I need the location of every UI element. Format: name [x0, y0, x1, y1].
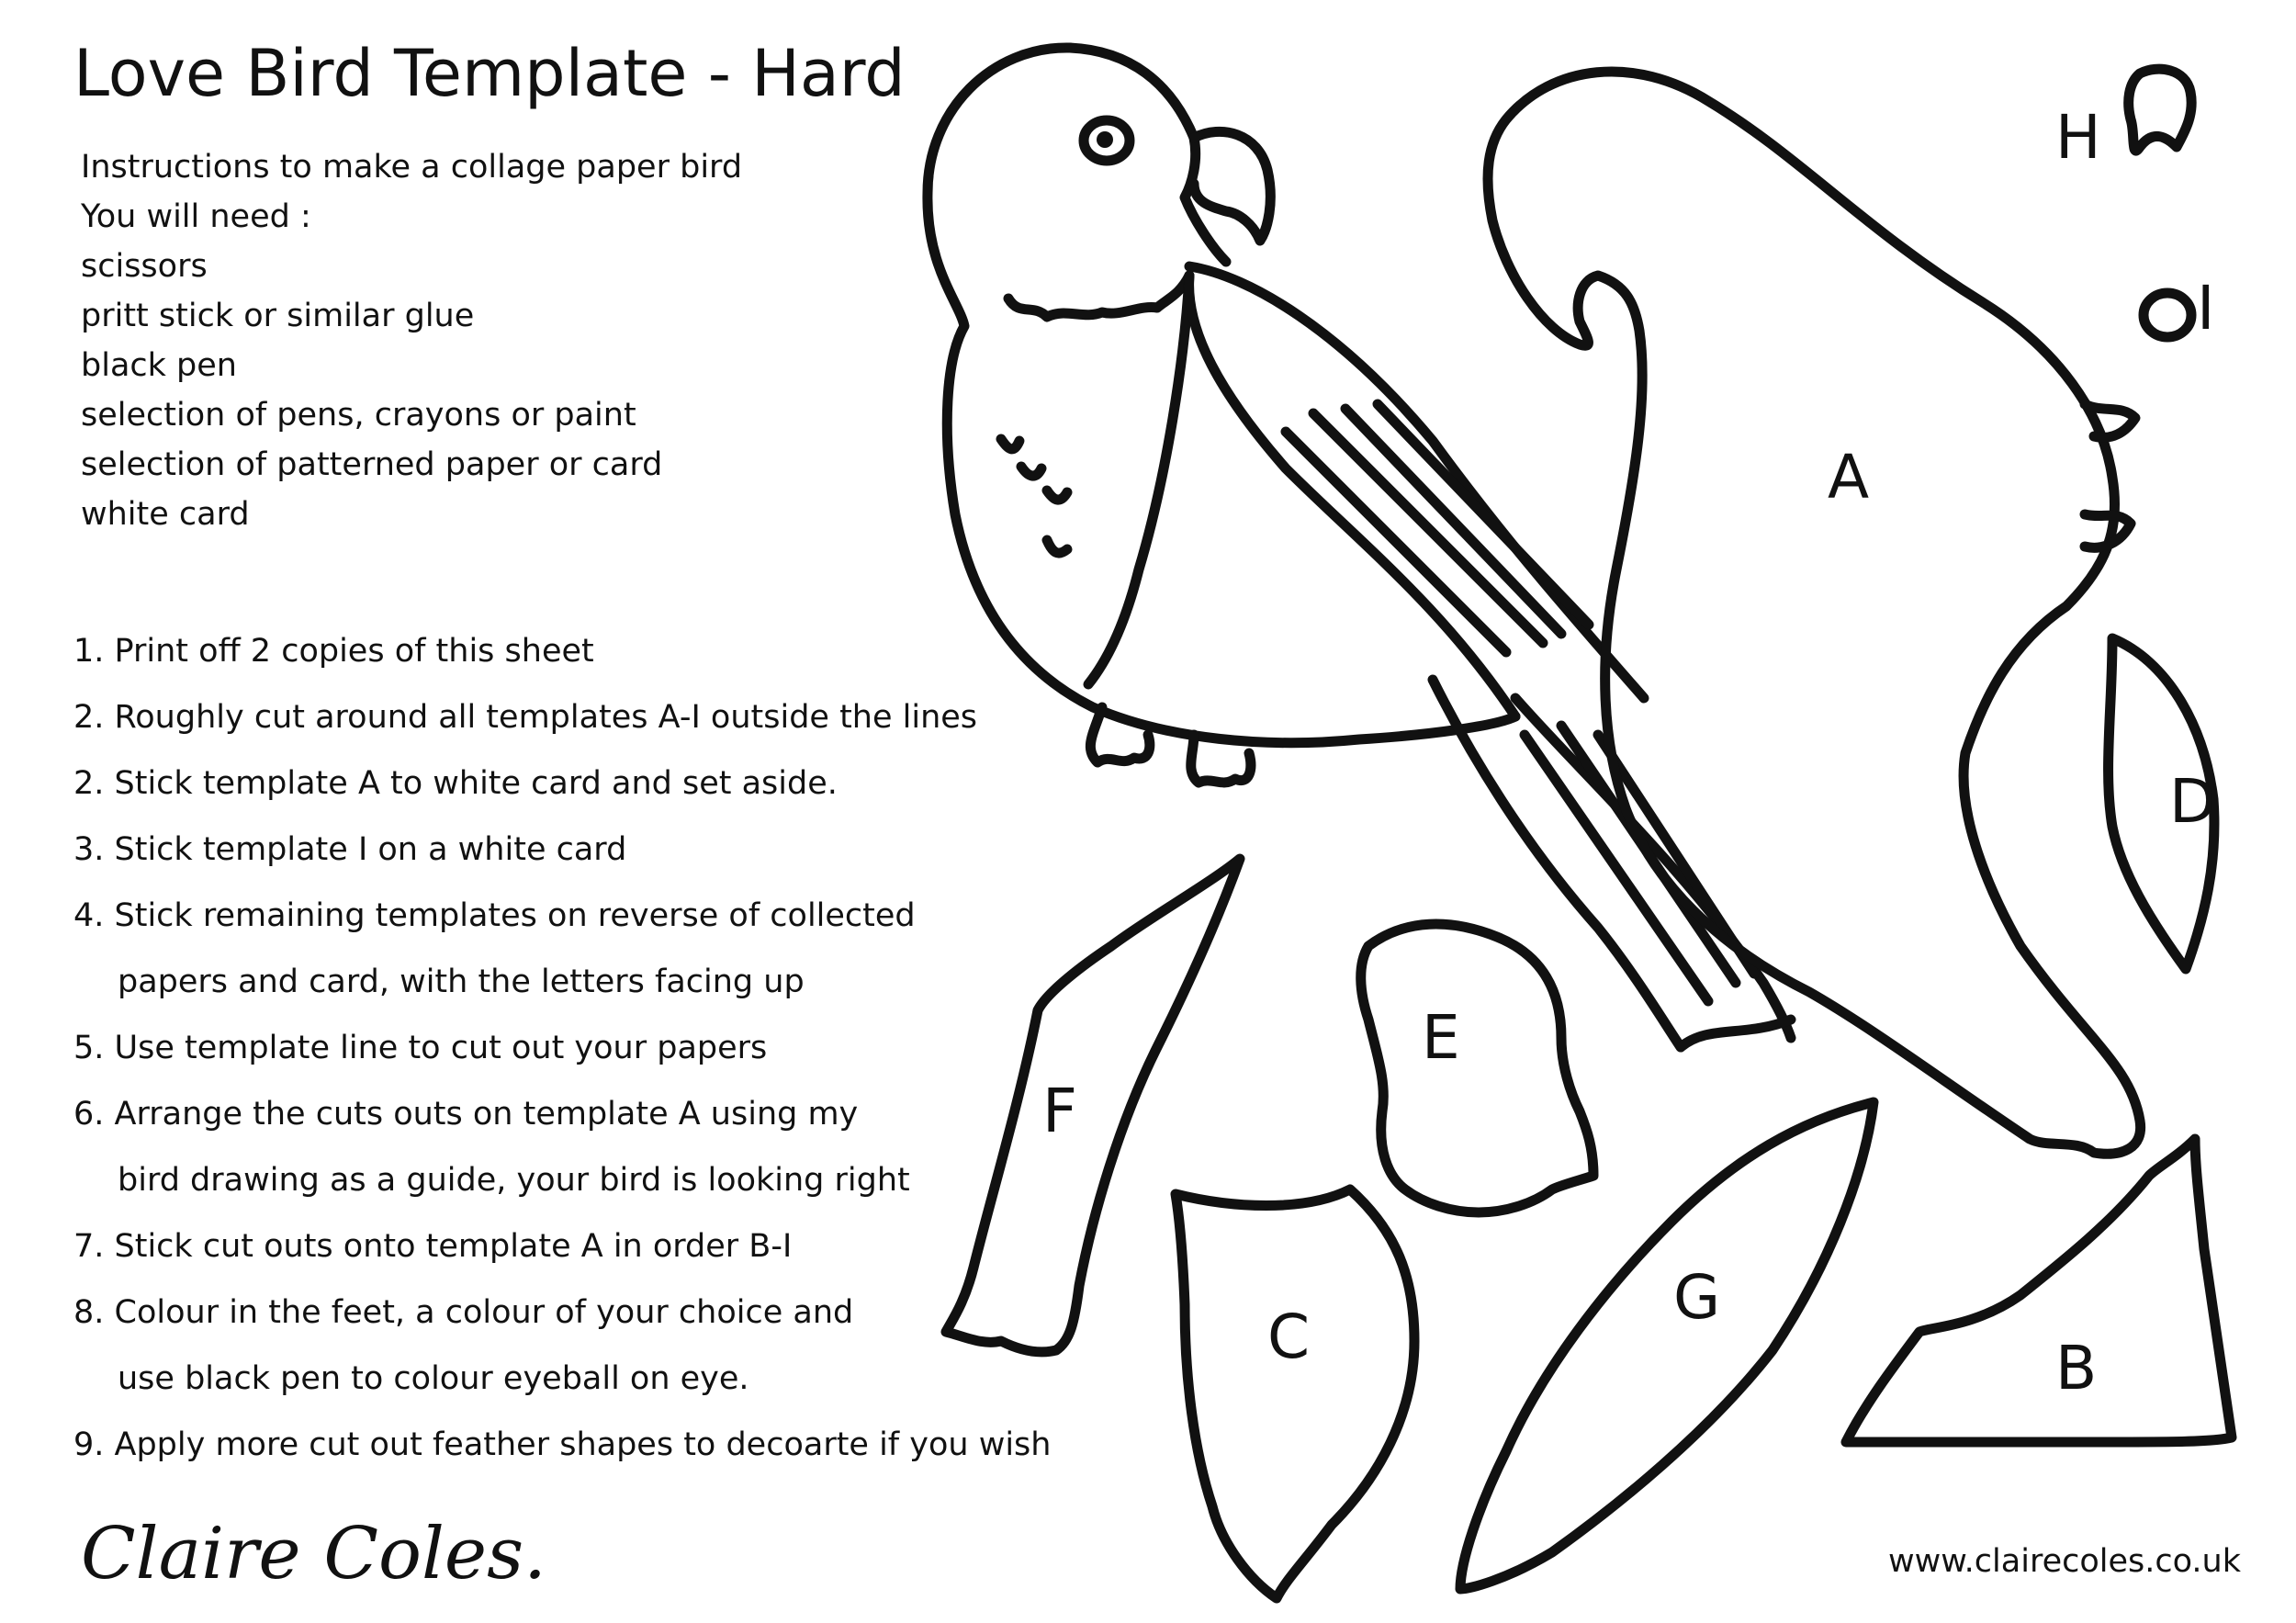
step-item: 4. Stick remaining templates on reverse of collected [73, 897, 916, 934]
supply-item: scissors [81, 248, 208, 285]
bird-tail-tip [1681, 1020, 1791, 1047]
breast-mark [1001, 439, 1019, 449]
template-i [2144, 273, 2214, 344]
breast-mark [1047, 540, 1067, 553]
step-item-continued: bird drawing as a guide, your bird is looking right [118, 1162, 910, 1199]
bird-eyeball [1097, 131, 1113, 148]
template-g-outline [1460, 1102, 1874, 1589]
template-b-outline [1846, 1139, 2232, 1442]
template-c [1176, 1189, 1414, 1598]
signature [77, 1506, 546, 1611]
step-item: 2. Roughly cut around all templates A-I outside the lines [73, 699, 978, 736]
template-h-label: H [2055, 102, 2101, 173]
template-d-label: D [2169, 766, 2216, 837]
breast-mark [1047, 490, 1067, 500]
supply-item: selection of pens, crayons or paint [81, 397, 636, 434]
breast-mark [1021, 467, 1041, 476]
supply-item: black pen [81, 347, 237, 384]
bird-body-outline [928, 48, 1515, 743]
step-item: 1. Print off 2 copies of this sheet [73, 633, 594, 670]
template-a-label: A [1828, 442, 1870, 513]
template-g [1460, 1102, 1874, 1589]
supply-item: selection of patterned paper or card [81, 446, 663, 483]
template-e-label: E [1422, 1002, 1460, 1073]
step-item: 7. Stick cut outs onto template A in order B-I [73, 1228, 793, 1265]
template-h [2055, 69, 2191, 173]
step-item: 5. Use template line to cut out your papers [73, 1030, 768, 1066]
signature-drawing [77, 1506, 546, 1607]
template-b [1846, 1139, 2232, 1442]
template-c-outline [1176, 1189, 1414, 1598]
supplies-heading: You will need : [81, 198, 311, 235]
template-b-label: B [2055, 1333, 2098, 1403]
website-url: www.clairecoles.co.uk [1888, 1543, 2241, 1580]
template-f-label: F [1042, 1076, 1077, 1146]
template-a [1488, 72, 2141, 1154]
template-e-outline [1361, 924, 1593, 1212]
template-f [946, 859, 1240, 1352]
supply-item: white card [81, 496, 250, 533]
bird-breast-line [1088, 276, 1189, 684]
step-item: 3. Stick template I on a white card [73, 831, 627, 868]
step-item: 9. Apply more cut out feather shapes to decoarte if you wish [73, 1426, 1052, 1463]
step-item: 8. Colour in the feet, a colour of your choice and [73, 1294, 854, 1331]
template-d [2109, 638, 2216, 969]
template-a-outline [1488, 72, 2141, 1154]
template-g-label: G [1673, 1262, 1721, 1333]
signature-text: Claire Coles. [81, 1513, 546, 1595]
step-item: 2. Stick template A to white card and set aside. [73, 765, 838, 802]
bird-beak-outline [1194, 131, 1270, 241]
template-e [1361, 924, 1593, 1212]
bird-neck-line [1008, 276, 1189, 317]
template-i-label: I [2197, 273, 2215, 344]
instructions-heading: Instructions to make a collage paper bird [81, 149, 743, 186]
step-item-continued: use black pen to colour eyeball on eye. [118, 1360, 749, 1397]
supply-item: pritt stick or similar glue [81, 298, 475, 334]
step-item-continued: papers and card, with the letters facing up [118, 964, 805, 1000]
step-item: 6. Arrange the cuts outs on template A using my [73, 1096, 859, 1133]
page-title: Love Bird Template - Hard [73, 36, 906, 111]
template-h-outline [2129, 69, 2191, 151]
template-c-label: C [1267, 1302, 1311, 1372]
template-f-outline [946, 859, 1240, 1352]
reference-bird-drawing [928, 48, 1791, 1047]
template-i-outline [2144, 293, 2191, 337]
